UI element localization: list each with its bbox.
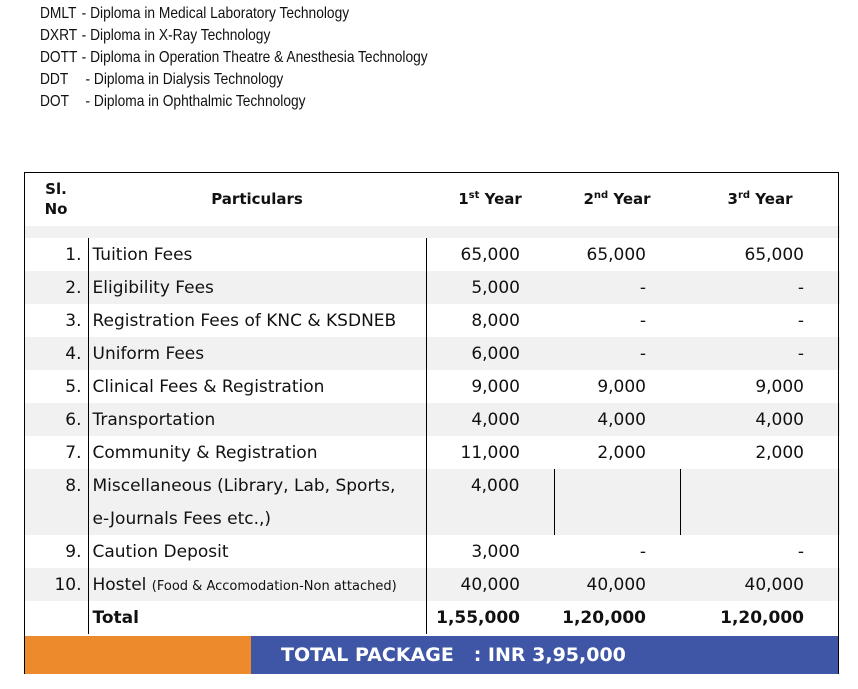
legend-abbr: DXRT [40, 27, 78, 44]
row-particular: Caution Deposit [88, 535, 426, 568]
header-year-3: 3rd Year [680, 172, 840, 226]
course-legend [40, 3, 428, 113]
total-year-1: 1,55,000 [426, 601, 554, 634]
legend-desc: - Diploma in X-Ray Technology [81, 27, 271, 44]
row-year-3 [680, 469, 840, 502]
header-year-1: 1st Year [426, 172, 554, 226]
legend-abbr: DOTT [40, 49, 78, 66]
table-row [24, 337, 840, 370]
header-gap [24, 226, 840, 238]
row-year-3: - [680, 304, 840, 337]
legend-row [40, 47, 428, 69]
row-year-1: 5,000 [426, 271, 554, 304]
row-particular: Miscellaneous (Library, Lab, Sports, [88, 469, 426, 502]
total-label: Total [88, 601, 426, 634]
row-year-2: - [554, 271, 680, 304]
row-particular [88, 568, 426, 601]
row-number: 2. [24, 271, 88, 304]
total-year-3: 1,20,000 [680, 601, 840, 634]
legend-abbr: DDT [40, 71, 69, 88]
row-number: 1. [24, 238, 88, 271]
row-particular: Uniform Fees [88, 337, 426, 370]
row-particular-continued: e-Journals Fees etc.,) [88, 502, 426, 535]
table-row [24, 436, 840, 469]
legend-desc: - Diploma in Dialysis Technology [85, 71, 284, 88]
header-sl-no [24, 172, 88, 226]
table-header [24, 172, 840, 226]
hostel-note: (Food & Accomodation-Non attached) [151, 578, 397, 594]
legend-row [40, 91, 428, 113]
row-year-3: 9,000 [680, 370, 840, 403]
row-number: 5. [24, 370, 88, 403]
row-year-2: 2,000 [554, 436, 680, 469]
row-particular: Registration Fees of KNC & KSDNEB [88, 304, 426, 337]
row-year-2: - [554, 535, 680, 568]
row-number: 10. [24, 568, 88, 601]
row-year-3: 4,000 [680, 403, 840, 436]
row-year-2: - [554, 337, 680, 370]
row-year-1: 4,000 [426, 403, 554, 436]
row-year-1: 40,000 [426, 568, 554, 601]
legend-row [40, 3, 428, 25]
row-number: 6. [24, 403, 88, 436]
row-particular: Clinical Fees & Registration [88, 370, 426, 403]
row-number: 8. [24, 469, 88, 502]
table-row-continuation [24, 502, 840, 535]
row-year-1: 8,000 [426, 304, 554, 337]
table-row [24, 238, 840, 271]
row-year-2: 65,000 [554, 238, 680, 271]
row-year-1: 9,000 [426, 370, 554, 403]
header-particulars: Particulars [88, 172, 426, 226]
table-row [24, 304, 840, 337]
total-year-2: 1,20,000 [554, 601, 680, 634]
hostel-label: Hostel [92, 574, 147, 595]
row-particular: Eligibility Fees [88, 271, 426, 304]
table-row [24, 568, 840, 601]
total-package-banner [251, 636, 838, 674]
row-year-2: 40,000 [554, 568, 680, 601]
legend-row [40, 25, 428, 47]
row-number: 7. [24, 436, 88, 469]
header-year-2: 2nd Year [554, 172, 680, 226]
table-row [24, 469, 840, 502]
row-year-3: 2,000 [680, 436, 840, 469]
row-year-3: - [680, 337, 840, 370]
row-number: 4. [24, 337, 88, 370]
legend-desc: - Diploma in Operation Theatre & Anesthesia Technology [81, 49, 428, 66]
row-year-3: - [680, 271, 840, 304]
total-row [24, 601, 840, 634]
row-year-1: 4,000 [426, 469, 554, 502]
row-year-2 [554, 469, 680, 502]
row-number: 9. [24, 535, 88, 568]
row-year-3: 65,000 [680, 238, 840, 271]
row-year-2: - [554, 304, 680, 337]
legend-abbr: DOT [40, 93, 70, 110]
fee-table [24, 172, 840, 634]
row-year-1: 3,000 [426, 535, 554, 568]
header-no-text: No [44, 200, 68, 218]
total-package-text: TOTAL PACKAGE : INR 3,95,000 [281, 644, 626, 666]
row-year-3: - [680, 535, 840, 568]
row-year-2: 9,000 [554, 370, 680, 403]
row-particular: Tuition Fees [88, 238, 426, 271]
legend-row [40, 69, 428, 91]
table-row [24, 370, 840, 403]
table-row [24, 535, 840, 568]
legend-abbr: DMLT [40, 5, 77, 22]
row-particular: Community & Registration [88, 436, 426, 469]
table-row [24, 403, 840, 436]
row-number: 3. [24, 304, 88, 337]
table-row [24, 271, 840, 304]
legend-desc: - Diploma in Ophthalmic Technology [85, 93, 306, 110]
row-year-1: 65,000 [426, 238, 554, 271]
row-year-1: 6,000 [426, 337, 554, 370]
header-sl-text: Sl. [45, 180, 67, 198]
legend-desc: - Diploma in Medical Laboratory Technology [81, 5, 350, 22]
package-accent-bar [25, 636, 251, 674]
row-year-2: 4,000 [554, 403, 680, 436]
row-particular: Transportation [88, 403, 426, 436]
row-year-3: 40,000 [680, 568, 840, 601]
row-year-1: 11,000 [426, 436, 554, 469]
